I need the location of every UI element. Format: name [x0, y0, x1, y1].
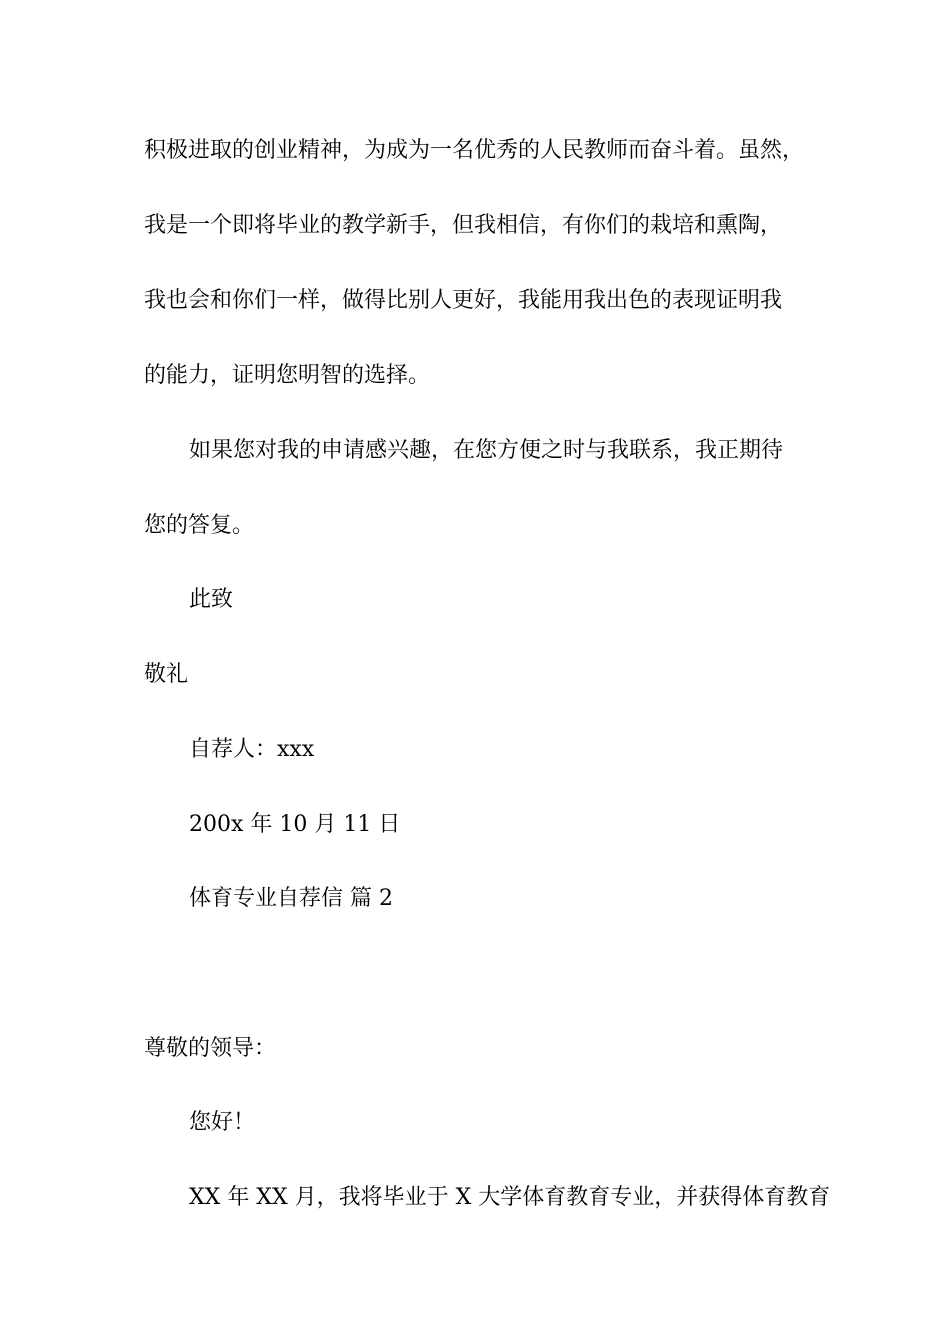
closing-regards: 敬礼 [144, 662, 189, 687]
section-title: 体育专业自荐信 篇 2 [189, 886, 393, 911]
body-line: 您的答复。 [144, 513, 255, 538]
greeting-hello: 您好！ [189, 1110, 256, 1135]
date-line: 200x 年 10 月 11 日 [189, 812, 401, 837]
body-line: 我是一个即将毕业的教学新手，但我相信，有你们的栽培和熏陶， [144, 213, 783, 238]
greeting: 尊敬的领导： [144, 1036, 277, 1061]
body-line: 积极进取的创业精神，为成为一名优秀的人民教师而奋斗着。虽然， [144, 138, 805, 163]
closing-salutation: 此致 [189, 587, 234, 612]
signature-line: 自荐人：xxx [189, 737, 315, 762]
body-line: XX 年 XX 月，我将毕业于 X 大学体育教育专业，并获得体育教育 [189, 1185, 831, 1210]
body-line: 如果您对我的申请感兴趣，在您方便之时与我联系，我正期待 [189, 438, 784, 463]
body-line: 我也会和你们一样，做得比别人更好，我能用我出色的表现证明我 [144, 288, 783, 313]
body-line: 的能力，证明您明智的选择。 [144, 363, 431, 388]
